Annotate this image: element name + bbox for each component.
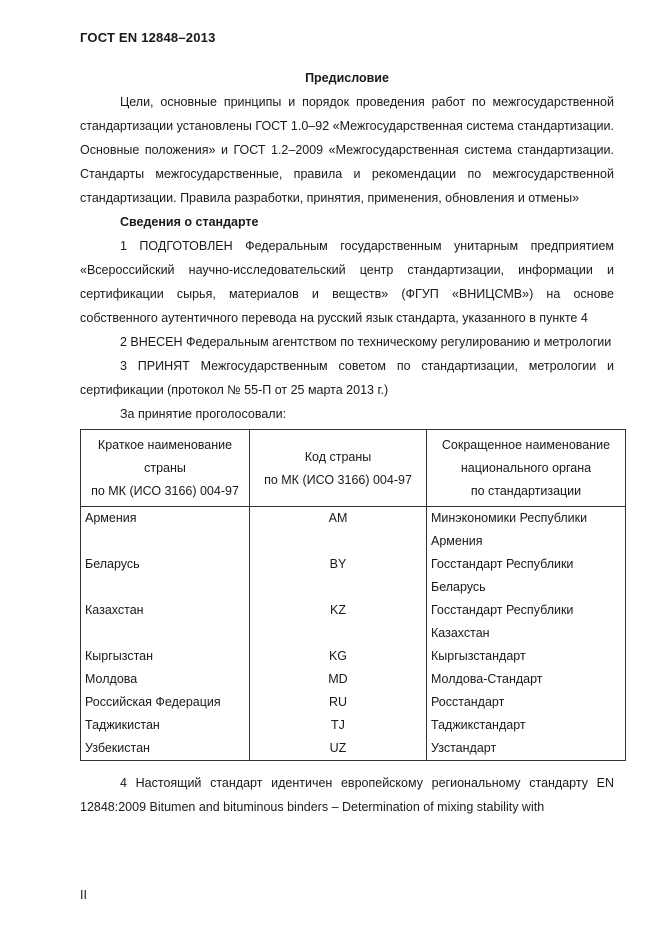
- header-line: по стандартизации: [470, 484, 582, 498]
- header-line: страны: [144, 461, 186, 475]
- cell-body: Росстандарт: [427, 691, 626, 714]
- item-4-identical: 4 Настоящий стандарт идентичен европейскому региональному стандарту EN 12848:2009 Bitumen and bituminous binders – Determination of mixing stability with: [80, 776, 614, 814]
- voted-label: За принятие проголосовали:: [120, 407, 287, 421]
- cell-body: Госстандарт Республики Беларусь: [427, 553, 626, 599]
- header-line: по МК (ИСО 3166) 004-97: [264, 472, 412, 487]
- page-number: II: [80, 888, 87, 902]
- header-line: по МК (ИСО 3166) 004-97: [91, 484, 239, 498]
- cell-country: Российская Федерация: [81, 691, 250, 714]
- table-row: [81, 599, 626, 645]
- table-row: [81, 553, 626, 599]
- header-line: Сокращенное наименование: [441, 438, 611, 452]
- cell-body: Кыргызстандарт: [427, 645, 626, 668]
- header-line: национального органа: [460, 461, 592, 475]
- cell-body: Таджикстандарт: [427, 714, 626, 737]
- table-row: [81, 645, 626, 668]
- item-1-prepared: 1 ПОДГОТОВЛЕН Федеральным государственным унитарным предприятием «Всероссийский научно-исследовательский центр стандартизации, информации и сертификации сырья, материалов и веществ» (ФГУП «ВНИЦСМВ») на основе собственного аутентичного перевода на русский язык стандарта, указанного в пункте 4: [80, 239, 614, 325]
- item-3-adopted: 3 ПРИНЯТ Межгосударственным советом по стандартизации, метрологии и сертификации (протокол № 55-П от 25 марта 2013 г.): [80, 359, 614, 397]
- standard-code-header: ГОСТ EN 12848–2013: [80, 30, 216, 45]
- item-2-introduced: 2 ВНЕСЕН Федеральным агентством по техническому регулированию и метрологии: [120, 335, 612, 349]
- cell-code: MD: [250, 668, 427, 691]
- cell-country: Молдова: [81, 668, 250, 691]
- table-row: [81, 507, 626, 554]
- cell-country: Таджикистан: [81, 714, 250, 737]
- header-country-code: [250, 430, 427, 507]
- header-line: Краткое наименование: [97, 438, 233, 452]
- cell-country: Беларусь: [81, 553, 250, 599]
- voting-countries-table: [80, 429, 626, 761]
- cell-code: BY: [250, 553, 427, 599]
- cell-body: Молдова-Стандарт: [427, 668, 626, 691]
- cell-code: AM: [250, 507, 427, 554]
- cell-country: Узбекистан: [81, 737, 250, 761]
- cell-code: KZ: [250, 599, 427, 645]
- table-row: [81, 714, 626, 737]
- cell-code: KG: [250, 645, 427, 668]
- cell-country: Кыргызстан: [81, 645, 250, 668]
- foreword-title: Предисловие: [305, 71, 389, 85]
- table-row: [81, 737, 626, 761]
- header-national-body: [427, 430, 626, 507]
- table-header-row: [81, 430, 626, 507]
- cell-country: Армения: [81, 507, 250, 554]
- page-content: [80, 66, 614, 819]
- cell-country: Казахстан: [81, 599, 250, 645]
- header-country-name: [81, 430, 250, 507]
- cell-body: Минэкономики Республики Армения: [427, 507, 626, 554]
- cell-code: RU: [250, 691, 427, 714]
- table-row: [81, 691, 626, 714]
- cell-code: UZ: [250, 737, 427, 761]
- standard-info-title: Сведения о стандарте: [120, 215, 259, 229]
- table-row: [81, 668, 626, 691]
- cell-code: TJ: [250, 714, 427, 737]
- header-line: Код страны: [304, 449, 372, 464]
- cell-body: Узстандарт: [427, 737, 626, 761]
- cell-body: Госстандарт Республики Казахстан: [427, 599, 626, 645]
- foreword-paragraph: Цели, основные принципы и порядок проведения работ по межгосударственной стандартизации установлены ГОСТ 1.0–92 «Межгосударственная система стандартизации. Основные положения» и ГОСТ 1.2–2009 «Межгосударственная система стандартизации. Стандарты межгосударственные, правила и рекомендации по межгосударственной стандартизации. Правила разработки, принятия, применения, обновления и отмены»: [80, 95, 614, 205]
